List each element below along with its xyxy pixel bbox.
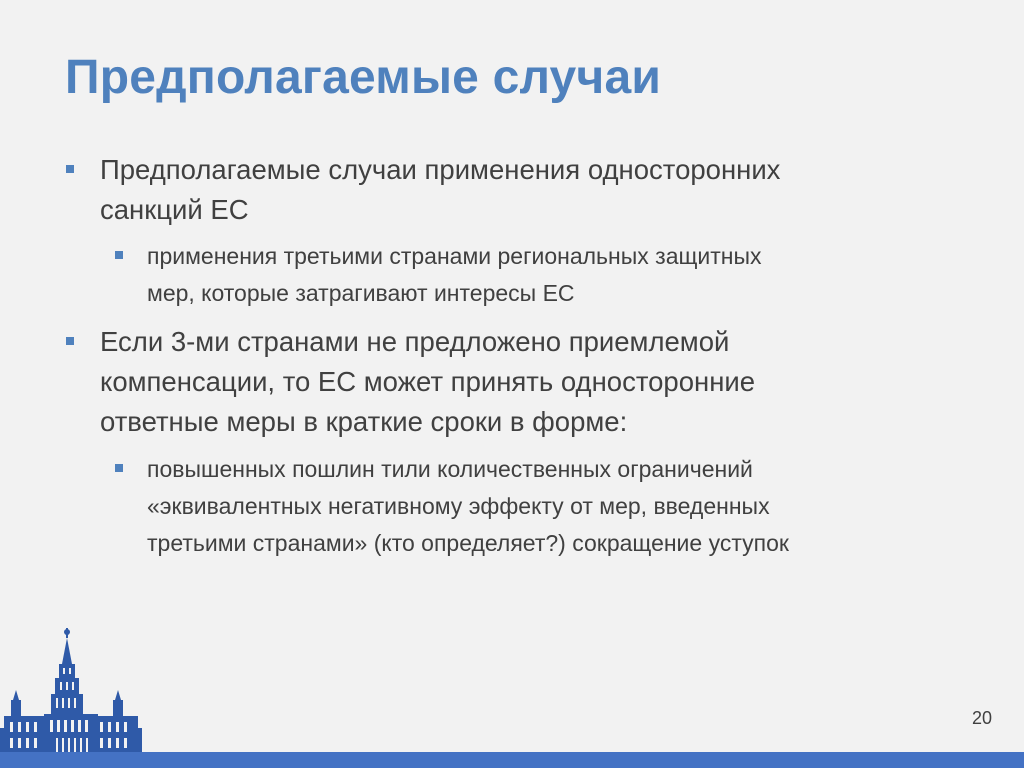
- bullet-line: повышенных пошлин тили количественных ограничений: [147, 456, 753, 482]
- bullet-line: санкций ЕС: [100, 194, 249, 225]
- sub-bullet-item: [147, 451, 947, 562]
- bullet-line: Если 3-ми странами не предложено приемлемой: [100, 326, 730, 357]
- sub-bullet-item: [147, 238, 947, 312]
- slide-title: Предполагаемые случаи: [65, 51, 662, 104]
- square-bullet-icon: [66, 337, 74, 345]
- bullet-line: применения третьими странами региональных защитных: [147, 243, 762, 269]
- bottom-bar: [0, 752, 1024, 768]
- bullet-line: третьими странами» (кто определяет?) сокращение уступок: [147, 530, 789, 556]
- bullet-item: [100, 150, 900, 230]
- university-building-icon: [0, 628, 142, 754]
- bullet-line: Предполагаемые случаи применения односторонних: [100, 154, 781, 185]
- square-bullet-icon: [115, 464, 123, 472]
- bullet-line: компенсации, то ЕС может принять односторонние: [100, 366, 756, 397]
- bullet-item: [100, 322, 900, 442]
- bullet-line: мер, которые затрагивают интересы ЕС: [147, 280, 575, 306]
- square-bullet-icon: [66, 165, 74, 173]
- bullet-line: «эквивалентных негативному эффекту от мер, введенных: [147, 493, 770, 519]
- page-number: 20: [972, 708, 993, 728]
- bullet-line: ответные меры в краткие сроки в форме:: [100, 406, 628, 437]
- square-bullet-icon: [115, 251, 123, 259]
